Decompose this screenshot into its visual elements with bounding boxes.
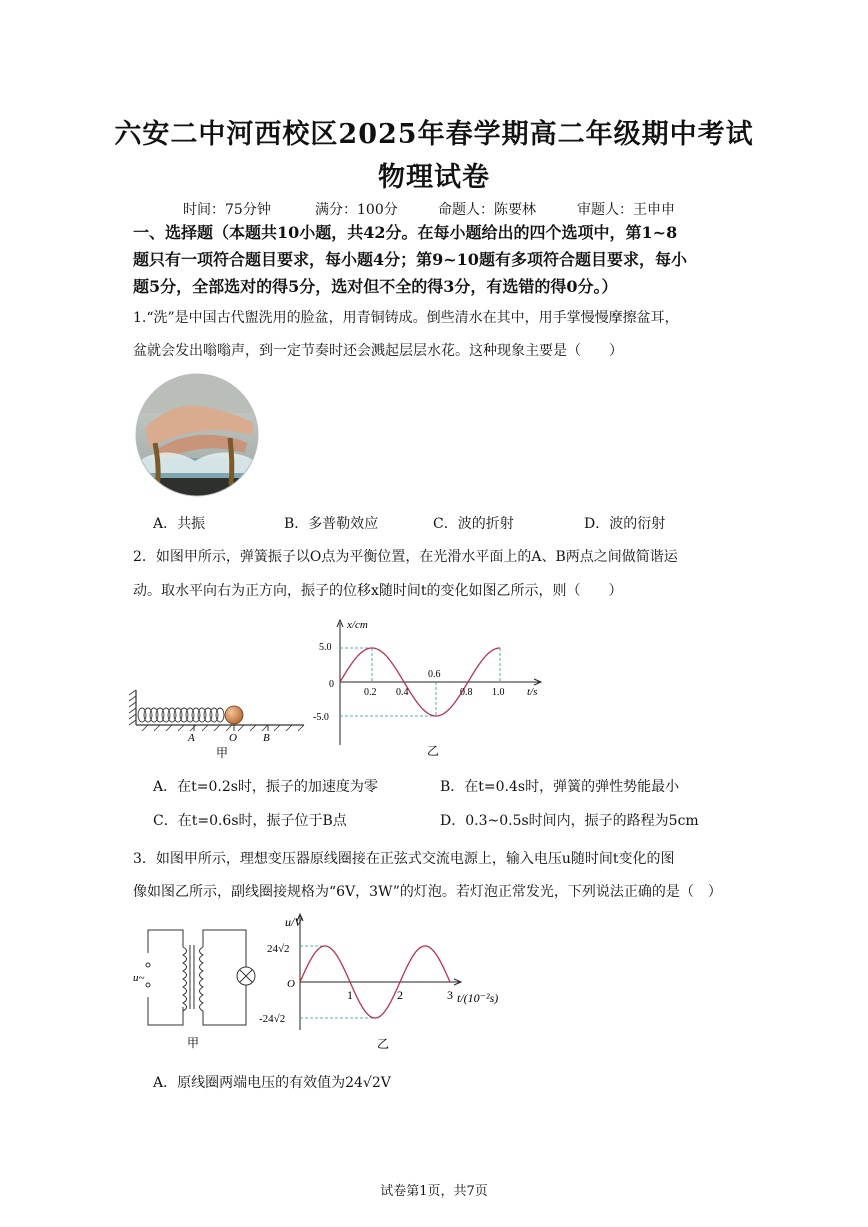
voltage-time-chart — [255, 910, 510, 1055]
q2-option-a: A．在t=0.2s时，振子的加速度为零 — [153, 779, 378, 795]
bronze-basin-photo — [135, 373, 260, 498]
section-heading-line3: 题5分，全部选对的得5分，选对但不全的得3分，有选错的得0分。） — [133, 277, 618, 296]
q3-line1: 3．如图甲所示，理想变压器原线圈接在正弦式交流电源上，输入电压u随时间t变化的图 — [133, 851, 675, 867]
u-tick-pos: 24√2 — [267, 943, 290, 955]
u-axis-xlabel: t/(10⁻²s) — [457, 991, 499, 1005]
exam-subtitle: 物理试卷 — [378, 162, 490, 193]
section-heading-line1: 一、选择题（本题共10小题，共42分。在每小题给出的四个选项中，第1~8 — [133, 223, 678, 242]
q1-line1: 1.“洗”是中国古代盥洗用的脸盆，用青铜铸成。倒些清水在其中，用手掌慢慢摩擦盆耳， — [133, 310, 679, 326]
spring-oscillator-figure — [128, 685, 308, 765]
q3-fig-left-caption: 甲 — [187, 1036, 200, 1050]
x-tick-0.8: 0.8 — [460, 687, 473, 698]
q2-line1: 2．如图甲所示，弹簧振子以O点为平衡位置，在光滑水平面上的A、B两点之间做简谐运 — [133, 549, 678, 565]
exam-score: 满分：100分 — [315, 202, 398, 218]
q3-fig-right-caption: 乙 — [377, 1037, 390, 1051]
exam-reviewer: 审题人：王申申 — [577, 202, 675, 218]
q2-option-d: D．0.3~0.5s时间内，振子的路程为5cm — [440, 813, 699, 829]
source-label: u~ — [133, 972, 145, 984]
x-tick-0.2: 0.2 — [364, 687, 377, 698]
x-axis-ylabel: x/cm — [347, 619, 368, 631]
label-b: B — [263, 732, 270, 744]
label-o: O — [229, 732, 237, 744]
x-tick-1.0: 1.0 — [492, 687, 505, 698]
u-axis-ylabel: u/V — [285, 915, 302, 929]
page-footer: 试卷第1页，共7页 — [380, 1184, 488, 1199]
q2-option-c: C．在t=0.6s时，振子位于B点 — [153, 813, 347, 829]
bulb-icon — [237, 967, 255, 985]
t-tick-2: 2 — [397, 988, 403, 1002]
exam-author: 命题人：陈要林 — [438, 202, 536, 218]
t-tick-1: 1 — [347, 988, 353, 1002]
chart1-origin: 0 — [329, 679, 334, 690]
q1-option-c: C．波的折射 — [433, 516, 514, 532]
q3-option-a: A．原线圈两端电压的有效值为24√2V — [153, 1075, 391, 1091]
y-tick-neg: -5.0 — [313, 712, 329, 723]
q3-line2: 像如图乙所示，副线圈接规格为“6V，3W”的灯泡。若灯泡正常发光，下列说法正确的是（ ） — [133, 884, 722, 900]
section-heading-line2: 题只有一项符合题目要求，每小题4分；第9~10题有多项符合题目要求，每小 — [133, 250, 687, 269]
y-tick-pos: 5.0 — [319, 642, 332, 653]
transformer-circuit-figure — [128, 925, 258, 1053]
label-a: A — [188, 732, 195, 744]
q1-option-b: B．多普勒效应 — [284, 516, 379, 532]
exam-title: 六安二中河西校区2025年春学期高二年级期中考试 — [114, 119, 754, 150]
t-tick-3: 3 — [447, 988, 453, 1002]
fig-right-caption: 乙 — [427, 744, 440, 758]
q1-line2: 盆就会发出嗡嗡声，到一定节奏时还会溅起层层水花。这种现象主要是（ ） — [133, 343, 623, 359]
chart2-origin: O — [287, 978, 295, 990]
exam-time: 时间：75分钟 — [183, 202, 271, 218]
q1-option-d: D．波的衍射 — [584, 516, 666, 532]
q1-option-a: A．共振 — [153, 516, 206, 532]
q2-option-b: B．在t=0.4s时，弹簧的弹性势能最小 — [440, 779, 680, 795]
fig-left-caption: 甲 — [216, 746, 229, 760]
q2-line2: 动。取水平向右为正方向，振子的位移x随时间t的变化如图乙所示，则（ ） — [133, 583, 623, 599]
u-tick-neg: -24√2 — [259, 1013, 286, 1025]
x-tick-0.6: 0.6 — [428, 669, 441, 680]
x-axis-xlabel: t/s — [527, 686, 538, 698]
displacement-time-chart — [305, 615, 555, 760]
x-tick-0.4: 0.4 — [396, 687, 409, 698]
